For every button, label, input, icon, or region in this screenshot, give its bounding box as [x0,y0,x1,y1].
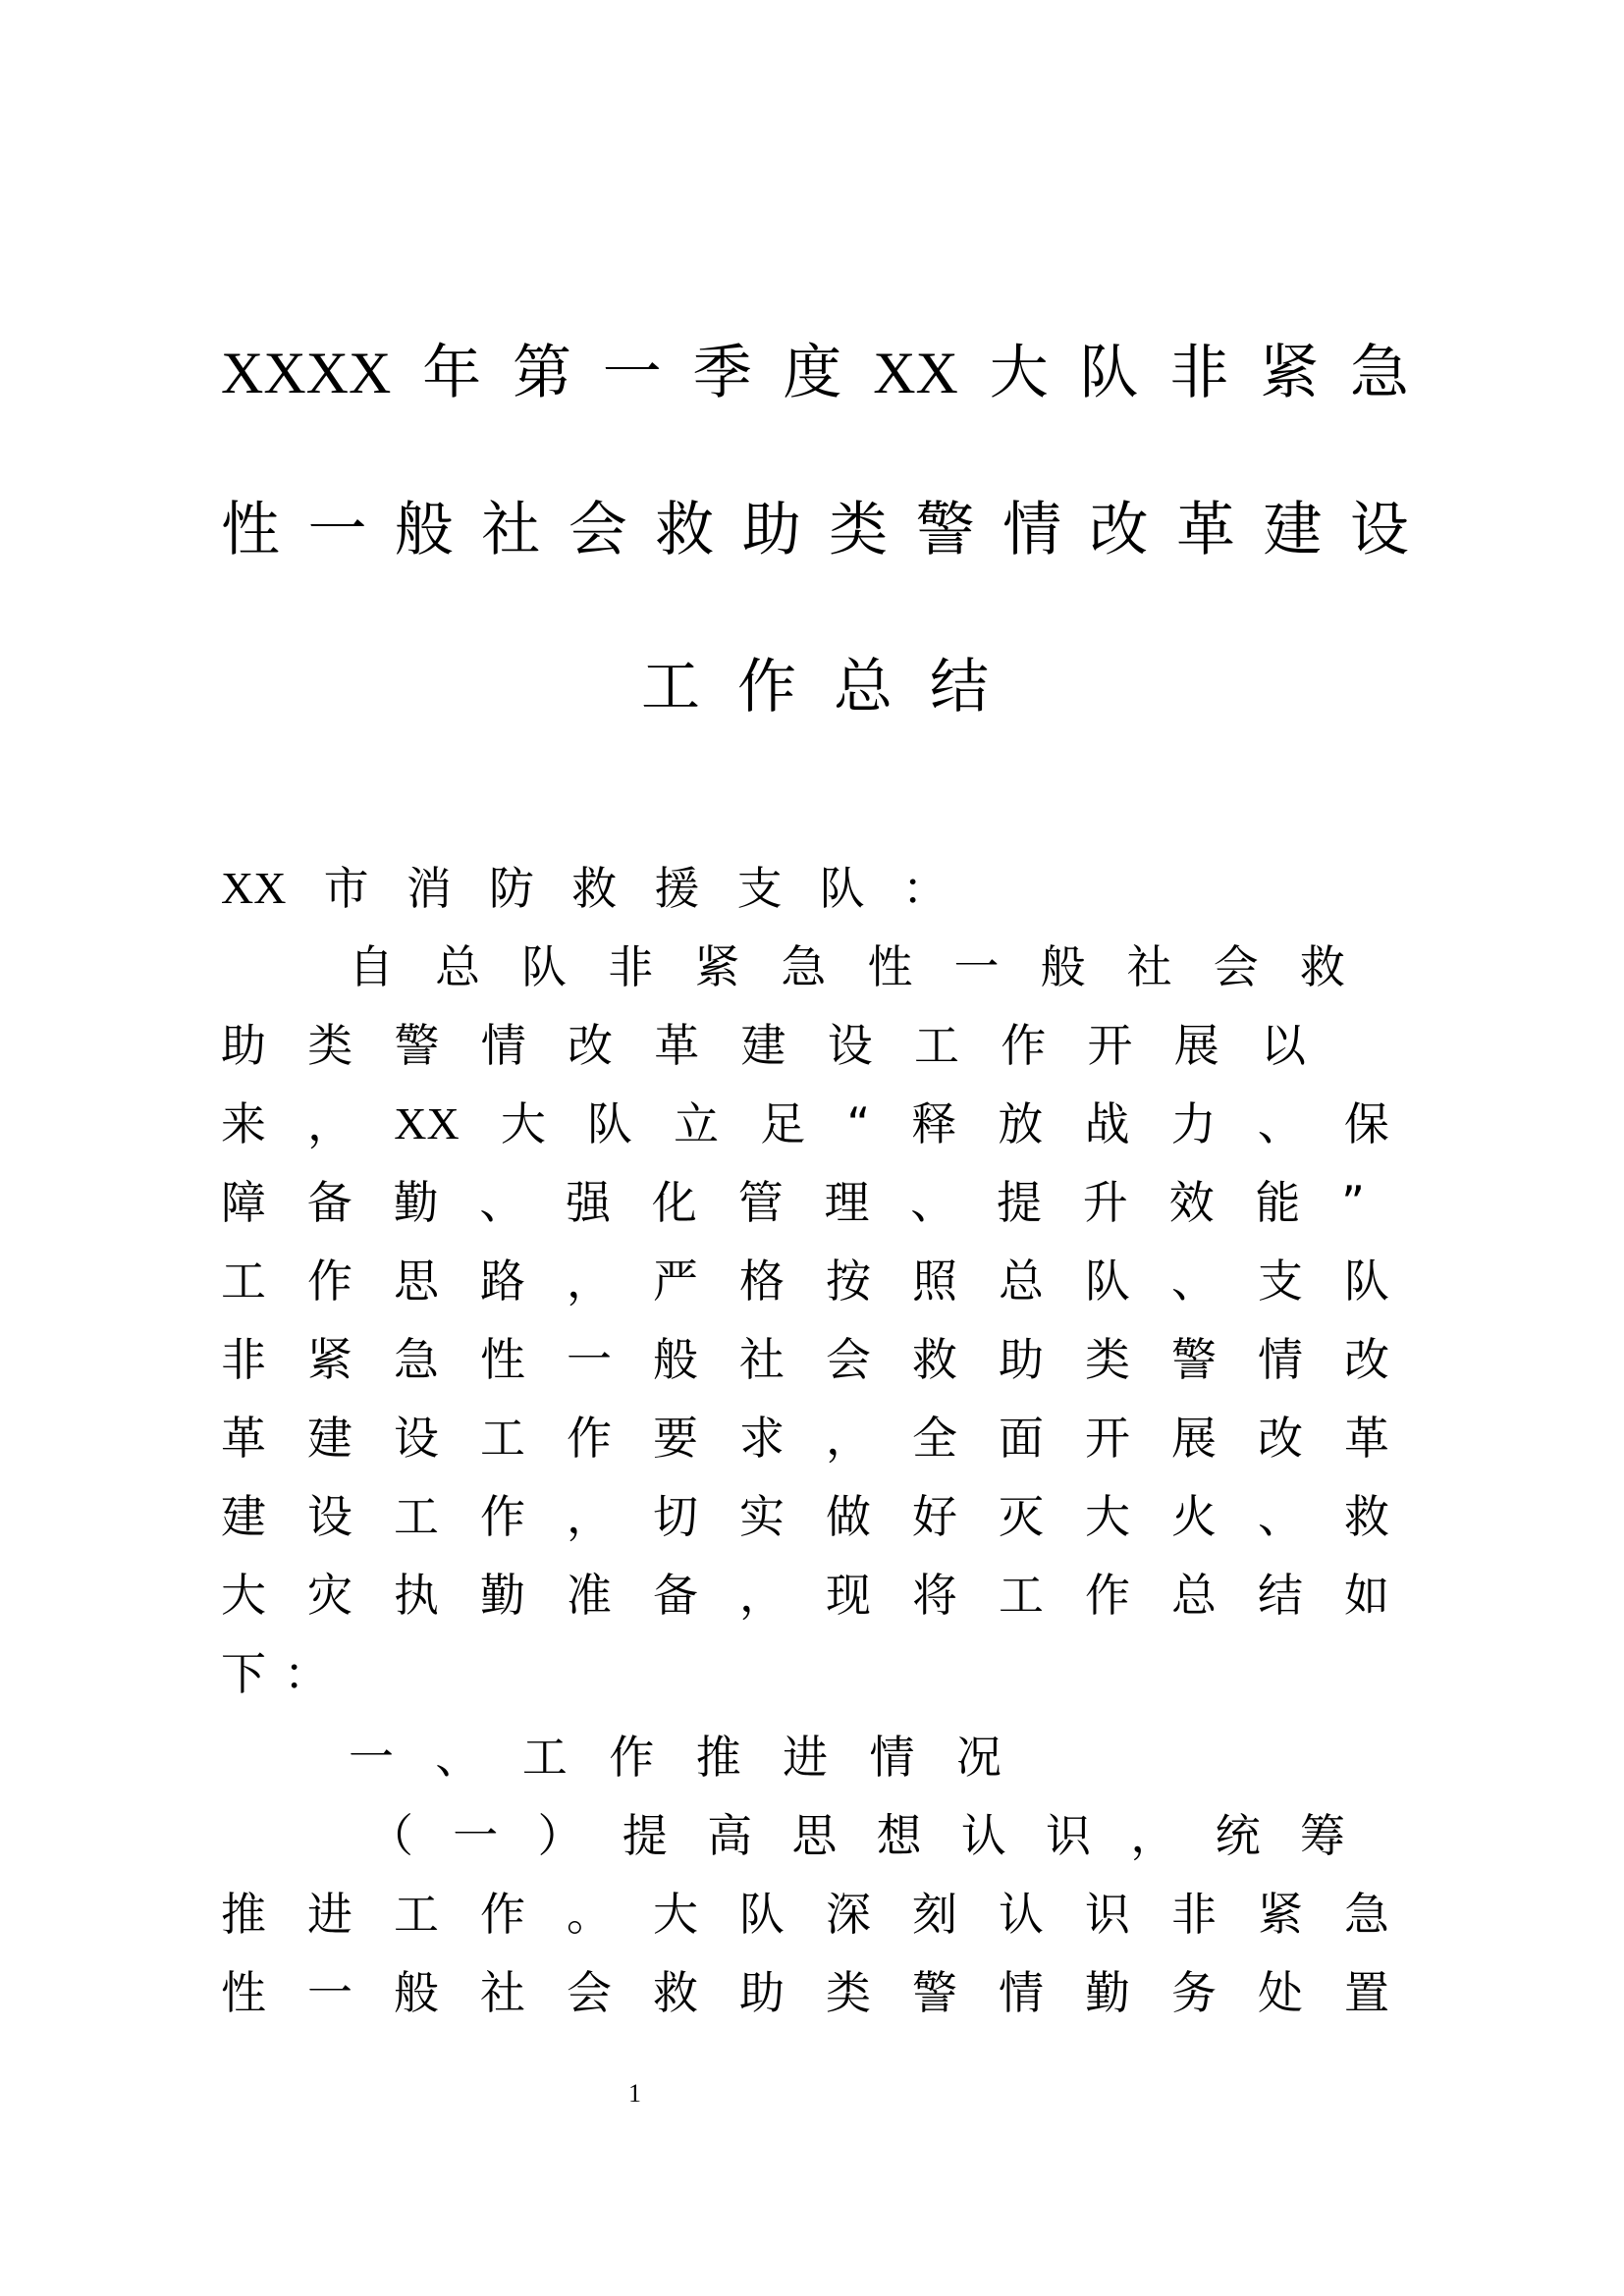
text-glyph: 执 [394,1569,439,1622]
text-glyph: 设 [307,1490,352,1543]
text-glyph: 作 [567,1412,612,1465]
title-char: 第 [512,339,571,407]
text-glyph: 立 [674,1097,720,1150]
text-glyph: 助 [999,1333,1044,1386]
text-glyph: 按 [826,1255,871,1308]
body-line [221,1566,1389,1625]
text-glyph: 情 [999,1966,1044,2019]
text-glyph: 情 [1258,1333,1303,1386]
text-glyph: 工 [914,1019,959,1072]
text-glyph: 革 [1344,1412,1389,1465]
text-glyph: 防 [489,862,535,915]
text-glyph: 现 [826,1569,871,1622]
title-char: 非 [1169,339,1229,407]
text-glyph: 非 [1171,1888,1217,1941]
text-glyph: 性 [480,1333,525,1386]
text-glyph: 工 [521,1731,568,1784]
text-glyph: 实 [739,1490,785,1543]
text-glyph: 革 [221,1412,266,1465]
text-glyph: 支 [1258,1255,1303,1308]
text-glyph: 情 [869,1731,915,1784]
text-glyph: 。 [567,1888,612,1941]
text-glyph: 作 [609,1731,655,1784]
subsection-line [221,1885,1389,1944]
text-glyph: 如 [1344,1569,1389,1622]
salutation [221,859,947,918]
text-glyph: 展 [1173,1019,1219,1072]
text-glyph: 社 [1126,940,1172,993]
text-glyph: 自 [349,940,394,993]
text-glyph: 作 [480,1490,525,1543]
text-glyph: ， [1130,1809,1176,1862]
title-char: 年 [422,339,482,407]
text-glyph: 警 [912,1966,957,2019]
text-glyph: 能 [1255,1176,1301,1229]
text-glyph: 大 [221,1569,266,1622]
text-glyph: 推 [695,1731,741,1784]
text-glyph: 性 [221,496,280,564]
text-glyph: 一 [349,1731,394,1784]
text-glyph: 建 [307,1412,352,1465]
text-glyph: 大 [1085,1490,1130,1543]
title-year: XXXX [221,341,392,405]
text-glyph: 助 [739,1966,785,2019]
text-glyph: 紧 [1258,1888,1303,1941]
title-char: 大 [989,339,1049,407]
text-glyph: 援 [654,862,700,915]
text-glyph: 改 [1344,1333,1389,1386]
text-glyph: 结 [930,653,989,721]
title-char: 紧 [1260,339,1320,407]
text-glyph: 切 [653,1490,698,1543]
text-glyph: 救 [1299,940,1345,993]
text-glyph: 统 [1215,1809,1261,1862]
text-glyph: 队 [521,940,568,993]
text-glyph: 工 [394,1490,439,1543]
body-line [221,1173,1365,1232]
subsection-line [221,1963,1389,2022]
text-glyph: 、 [1171,1255,1217,1308]
text-glyph: 性 [867,940,913,993]
text-glyph: 来 [221,1097,266,1150]
title-char: 季 [692,339,752,407]
text-glyph: 设 [394,1412,439,1465]
text-glyph: “ [846,1097,871,1150]
text-glyph: 一 [953,940,1000,993]
text-glyph: 救 [655,496,715,564]
text-glyph: 会 [826,1333,871,1386]
text-glyph: 队 [586,1097,632,1150]
text-glyph: 强 [566,1176,612,1229]
text-glyph: 工 [641,653,700,721]
text-glyph: 、 [910,1176,956,1229]
text-glyph: 备 [653,1569,698,1622]
text-glyph: 改 [1258,1412,1303,1465]
text-glyph: 工 [221,1255,266,1308]
text-glyph: 况 [955,1731,1001,1784]
text-glyph: 队 [1085,1255,1130,1308]
body-line [221,1095,1389,1153]
text-glyph: 改 [1089,496,1149,564]
text-glyph: 将 [912,1569,957,1622]
text-glyph: 障 [221,1176,266,1229]
text-glyph: 开 [1085,1412,1130,1465]
text-glyph: 一 [307,496,367,564]
text-glyph: 情 [480,1019,526,1072]
text-glyph: 会 [1213,940,1259,993]
text-glyph: 一 [307,1966,352,2019]
text-glyph: 类 [829,496,889,564]
text-glyph: 求 [739,1412,785,1465]
text-glyph: 革 [1175,496,1235,564]
text-glyph: 化 [651,1176,697,1229]
text-glyph: 社 [739,1333,785,1386]
text-glyph: 总 [999,1255,1044,1308]
title-line-3 [221,648,1409,726]
text-glyph: 工 [999,1569,1044,1622]
body-line [221,1330,1389,1389]
text-glyph: 认 [999,1888,1044,1941]
text-glyph: 救 [1344,1490,1389,1543]
text-glyph: 急 [781,940,827,993]
body-line [221,1016,1306,1075]
text-glyph: 路 [480,1255,525,1308]
text-glyph: 紧 [694,940,740,993]
text-glyph: 救 [571,862,618,915]
text-glyph: XX [394,1098,460,1148]
text-glyph: ， [567,1255,612,1308]
subsection-line [368,1806,1345,1865]
text-glyph: 警 [394,1019,440,1072]
text-glyph: 识 [1046,1809,1092,1862]
title-line-1 [221,334,1409,412]
text-glyph: 深 [826,1888,871,1941]
text-glyph: ， [567,1490,612,1543]
text-glyph: 展 [1171,1412,1217,1465]
text-glyph: 情 [1002,496,1062,564]
text-glyph: 灾 [307,1569,352,1622]
text-glyph: ： [901,862,947,915]
section-heading [349,1728,1001,1787]
text-glyph: 支 [736,862,783,915]
text-glyph: 救 [912,1333,957,1386]
text-glyph: 提 [622,1809,668,1862]
text-glyph: 社 [481,496,541,564]
title-char: 队 [1079,339,1139,407]
text-glyph: 勤 [393,1176,439,1229]
text-glyph: 类 [826,1966,871,2019]
text-glyph: 、 [435,1731,481,1784]
text-glyph: 队 [1344,1255,1389,1308]
text-glyph: 处 [1258,1966,1303,2019]
text-glyph: 勤 [1085,1966,1130,2019]
text-glyph: 救 [653,1966,698,2019]
text-glyph: ， [307,1097,353,1150]
title-line-2 [221,491,1409,569]
text-glyph: 放 [998,1097,1044,1150]
text-glyph: 一 [453,1809,499,1862]
text-glyph: 警 [915,496,975,564]
text-glyph: 大 [653,1888,698,1941]
text-glyph: 力 [1170,1097,1217,1150]
text-glyph: 建 [1263,496,1323,564]
text-glyph: 、 [479,1176,525,1229]
text-glyph: 照 [912,1255,957,1308]
text-glyph: 队 [819,862,865,915]
text-glyph: 识 [1085,1888,1130,1941]
body-line [349,937,1345,996]
text-glyph: 释 [911,1097,957,1150]
text-glyph: XX [221,863,287,913]
text-glyph: 工 [394,1888,439,1941]
text-glyph: 作 [307,1255,352,1308]
text-glyph: 般 [653,1333,698,1386]
text-glyph: 勤 [480,1569,525,1622]
text-glyph: 设 [827,1019,873,1072]
text-glyph: 作 [480,1888,525,1941]
text-glyph: 严 [653,1255,698,1308]
text-glyph: 警 [1171,1333,1217,1386]
text-glyph: 、 [1258,1490,1303,1543]
text-glyph: 急 [394,1333,439,1386]
text-glyph: ： [284,1647,329,1700]
text-glyph: 、 [1257,1097,1303,1150]
text-glyph: 以 [1261,1019,1306,1072]
text-glyph: 思 [791,1809,838,1862]
text-glyph: 推 [221,1888,266,1941]
text-glyph: 做 [826,1490,871,1543]
text-glyph: 筹 [1299,1809,1345,1862]
text-glyph: 急 [1344,1888,1389,1941]
text-glyph: ） [537,1809,583,1862]
text-glyph: 作 [737,653,796,721]
text-glyph: 助 [741,496,801,564]
text-glyph: 队 [739,1888,785,1941]
text-glyph: 升 [1082,1176,1128,1229]
text-glyph: 总 [834,653,893,721]
text-glyph: 总 [435,940,481,993]
text-glyph: 进 [307,1888,352,1941]
text-glyph: 效 [1168,1176,1215,1229]
title-char: 急 [1349,339,1409,407]
text-glyph: 面 [999,1412,1044,1465]
text-glyph: 般 [1040,940,1086,993]
title-char: 度 [783,339,842,407]
text-glyph: 作 [1001,1019,1047,1072]
page-number: 1 [628,2079,641,2108]
body-line [221,1644,329,1703]
text-glyph: 类 [307,1019,353,1072]
text-glyph: 设 [1349,496,1409,564]
text-glyph: 般 [394,496,454,564]
text-glyph: 刻 [912,1888,957,1941]
text-glyph: 格 [739,1255,785,1308]
text-glyph: 作 [1085,1569,1130,1622]
text-glyph: 建 [221,1490,266,1543]
text-glyph: 管 [737,1176,784,1229]
text-glyph: 非 [221,1333,266,1386]
text-glyph: 建 [740,1019,786,1072]
title-char: 一 [602,339,662,407]
text-glyph: 全 [912,1412,957,1465]
text-glyph: 总 [1171,1569,1217,1622]
text-glyph: 非 [608,940,654,993]
text-glyph: 助 [221,1019,266,1072]
title-unit: XX [873,341,958,405]
text-glyph: 足 [760,1097,806,1150]
text-glyph: ， [739,1569,785,1622]
text-glyph: 结 [1258,1569,1303,1622]
text-glyph: 工 [480,1412,525,1465]
text-glyph: 置 [1344,1966,1389,2019]
text-glyph: 开 [1087,1019,1133,1072]
text-glyph: 火 [1171,1490,1217,1543]
text-glyph: 社 [480,1966,525,2019]
text-glyph: 类 [1085,1333,1130,1386]
text-glyph: 消 [406,862,452,915]
text-glyph: 性 [221,1966,266,2019]
text-glyph: 紧 [307,1333,352,1386]
text-glyph: 市 [323,862,369,915]
text-glyph: 会 [568,496,627,564]
text-glyph: ” [1341,1176,1365,1229]
text-glyph: 准 [567,1569,612,1622]
text-glyph: 务 [1171,1966,1217,2019]
text-glyph: 好 [912,1490,957,1543]
body-line [221,1487,1389,1546]
text-glyph: 理 [824,1176,870,1229]
text-glyph: 改 [568,1019,613,1072]
text-glyph: 备 [306,1176,352,1229]
body-line [221,1252,1389,1310]
text-glyph: 般 [394,1966,439,2019]
text-glyph: （ [368,1809,413,1862]
text-glyph: 会 [567,1966,612,2019]
body-line [221,1409,1389,1468]
text-glyph: 想 [876,1809,922,1862]
text-glyph: 思 [394,1255,439,1308]
text-glyph: 认 [960,1809,1006,1862]
text-glyph: 进 [783,1731,829,1784]
text-glyph: 革 [654,1019,700,1072]
text-glyph: 要 [653,1412,698,1465]
text-glyph: 战 [1084,1097,1130,1150]
text-glyph: 高 [707,1809,753,1862]
text-glyph: 大 [500,1097,546,1150]
text-glyph: 下 [221,1647,266,1700]
text-glyph: 提 [997,1176,1043,1229]
text-glyph: 保 [1343,1097,1389,1150]
text-glyph: 灭 [999,1490,1044,1543]
text-glyph: ， [826,1412,871,1465]
text-glyph: 一 [567,1333,612,1386]
